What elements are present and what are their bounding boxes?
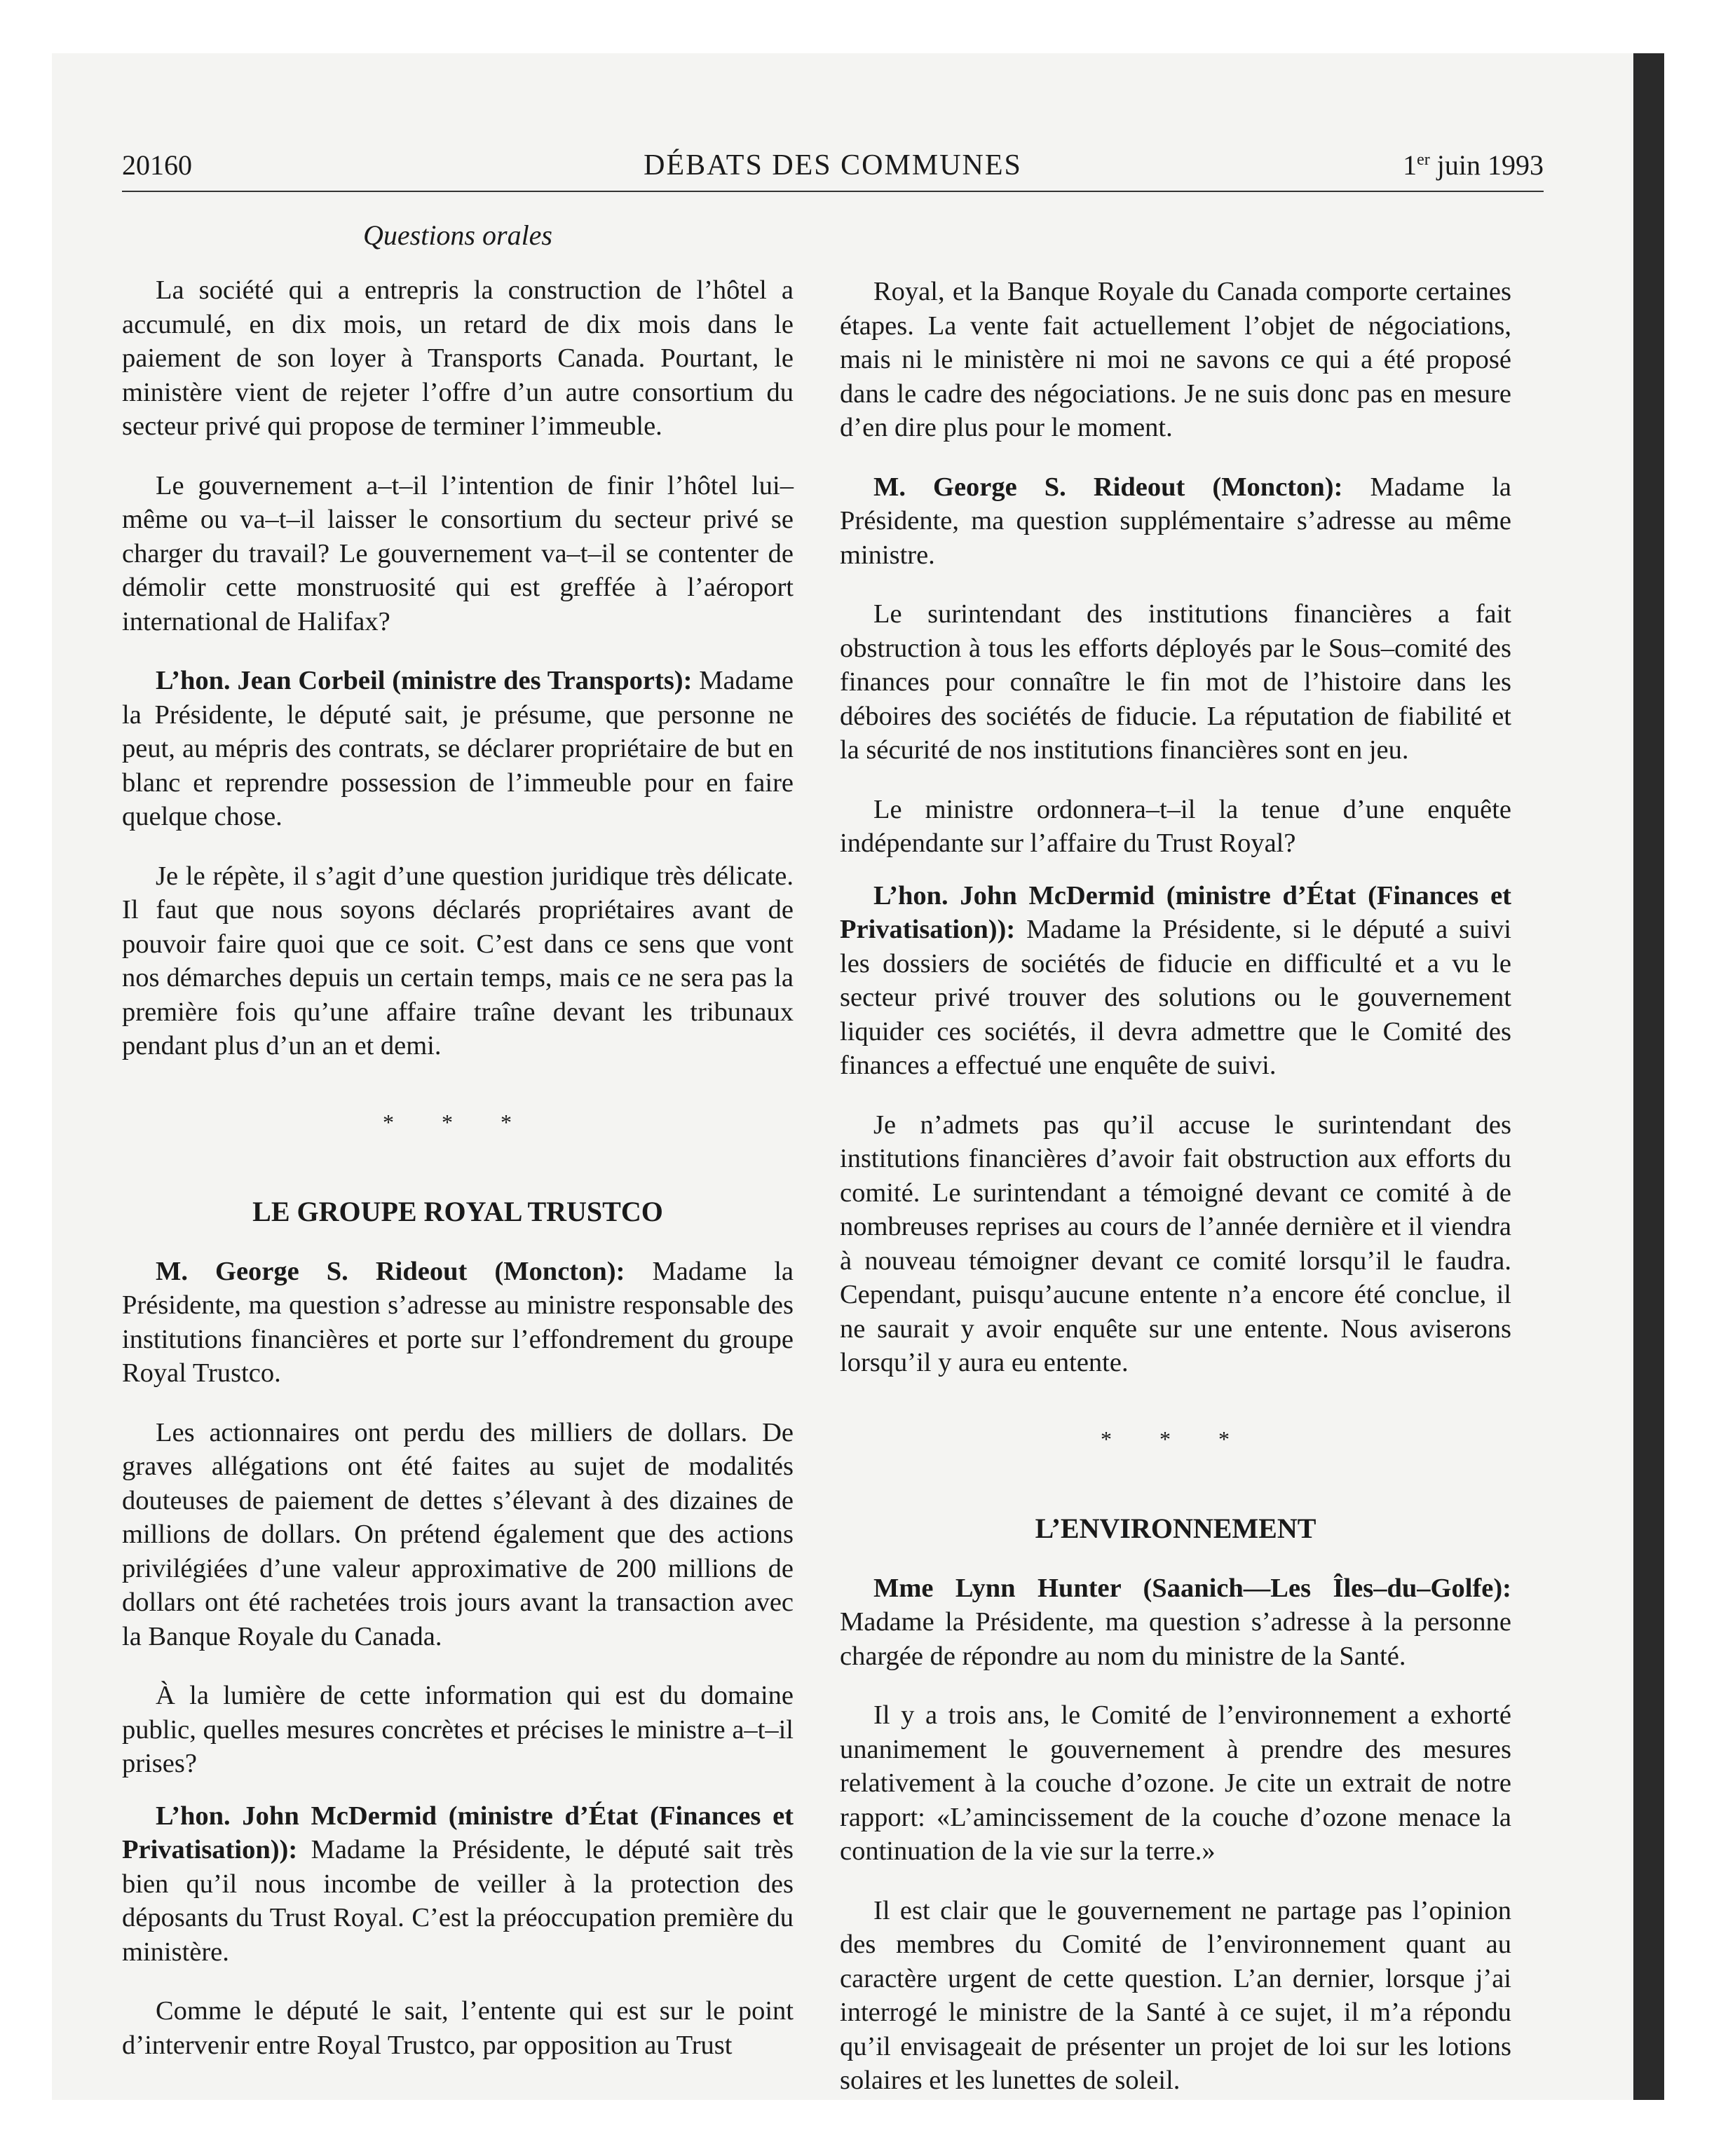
speaker-name: L’hon. John McDermid (ministre d’État (Finances et Privatisation)):	[122, 1801, 794, 1864]
paragraph: Le ministre ordonnera–t–il la tenue d’une enquête indépendante sur l’affaire du Trust Royal?	[840, 794, 1511, 858]
section-separator: * * *	[383, 1109, 533, 1135]
paragraph: Mme Lynn Hunter (Saanich—Les Îles–du–Golfe): Madame la Présidente, ma question s’adresse à la personne chargée de répondre au nom du ministre de la Santé.	[840, 1573, 1511, 1671]
page-header	[122, 149, 1544, 192]
paragraph: M. George S. Rideout (Moncton): Madame la Présidente, ma question s’adresse au ministre responsable des institutions financières et porte sur l’effondrement du groupe Royal Trustco.	[122, 1256, 794, 1388]
paragraph: L’hon. John McDermid (ministre d’État (Finances et Privatisation)): Madame la Présidente, si le député a suivi les dossiers de sociétés de fiducie en difficulté et a vu le secteur privé trouver des solutions ou le gouvernement liquider ces sociétés, il devra admettre que le Comité des finances a effectué une enquête de suivi.	[840, 880, 1511, 1080]
paragraph: Je le répète, il s’agit d’une question juridique très délicate. Il faut que nous soyons déclarés propriétaires avant de pouvoir faire quoi que ce soit. C’est dans ce sens que vont nos démarches depuis un certain temps, mais ce ne sera pas la première fois qu’une affaire traîne devant les tribunaux pendant plus d’un an et demi.	[122, 861, 794, 1060]
paragraph: L’hon. Jean Corbeil (ministre des Transports): Madame la Présidente, le député sait, je présume, que personne ne peut, au mépris des contrats, se déclarer propriétaire de but en blanc et reprendre possession de l’immeuble pour en faire quelque chose.	[122, 666, 794, 831]
paragraph: À la lumière de cette information qui est du domaine public, quelles mesures concrètes et précises le ministre a–t–il prises?	[122, 1681, 794, 1778]
publication-date: 1er juin 1993	[1403, 149, 1544, 181]
paragraph: L’hon. John McDermid (ministre d’État (Finances et Privatisation)): Madame la Présidente, le député sait très bien qu’il nous incombe de veiller à la protection des déposants du Trust Royal. C’est la préoccupation première du ministère.	[122, 1801, 794, 1967]
left-column	[122, 273, 794, 2087]
section-separator: * * *	[1101, 1426, 1251, 1452]
paragraph: Je n’admets pas qu’il accuse le surintendant des institutions financières d’avoir fait obstruction aux efforts du comité. Le surintendant a témoigné devant ce comité à de nombreuses reprises au cours de l’année dernière et il viendra à nouveau témoigner devant ce comité lorsqu’il le faudra. Cependant, puisqu’aucune entente n’a encore été conclue, il ne saurait y avoir enquête sur une entente. Nous aviserons lorsqu’il y aura eu entente.	[840, 1110, 1511, 1377]
paragraph: Il est clair que le gouvernement ne partage pas l’opinion des membres du Comité de l’environnement quant au caractère urgent de cette question. L’an dernier, lorsque j’ai interrogé le ministre de la Santé à ce sujet, il m’a répondu qu’il envisageait de présenter un projet de loi sur les lotions solaires et les lunettes de soleil.	[840, 1895, 1511, 2095]
section-title: L’ENVIRONNEMENT	[1035, 1513, 1316, 1544]
paragraph: Le gouvernement a–t–il l’intention de finir l’hôtel lui–même ou va–t–il laisser le consortium du secteur privé se charger du travail? Le gouvernement va–t–il se contenter de démolir cette monstruosité qui est greffée à l’aéroport international de Halifax?	[122, 470, 794, 636]
paragraph: Comme le député le sait, l’entente qui est sur le point d’intervenir entre Royal Trustco, par opposition au Trust	[122, 1996, 794, 2060]
speaker-name: M. George S. Rideout (Moncton):	[156, 1256, 625, 1286]
paragraph: Royal, et la Banque Royale du Canada comporte certaines étapes. La vente fait actuellement l’objet de négociations, mais ni le ministère ni moi ne savons ce qui a été proposé dans le cadre des négociations. Je ne suis donc pas en mesure d’en dire plus pour le moment.	[840, 277, 1511, 442]
page-number: 20160	[122, 149, 192, 181]
speaker-name: L’hon. John McDermid (ministre d’État (Finances et Privatisation)):	[840, 880, 1511, 944]
paragraph: Les actionnaires ont perdu des milliers de dollars. De graves allégations ont été faites au sujet de modalités douteuses de paiement de dettes s’élevant à des dizaines de millions de dollars. On prétend également que des actions privilégiées d’une valeur approximative de 200 millions de dollars ont été rachetées trois jours avant la transaction avec la Banque Royale du Canada.	[122, 1417, 794, 1651]
publication-title: DÉBATS DES COMMUNES	[644, 149, 1022, 182]
paragraph: Le surintendant des institutions financières a fait obstruction à tous les efforts déployés par le Sous–comité des finances pour connaître le fin mot de l’histoire dans les déboires des sociétés de fiducie. La réputation de fiabilité et la sécurité de nos institutions financières sont en jeu.	[840, 599, 1511, 765]
scan-edge-shadow	[1633, 53, 1664, 2100]
paragraph: La société qui a entrepris la construction de l’hôtel a accumulé, en dix mois, un retard de dix mois dans le paiement de son loyer à Transports Canada. Pourtant, le ministère vient de rejeter l’offre d’un autre consortium du secteur privé qui propose de terminer l’immeuble.	[122, 275, 794, 441]
speaker-name: L’hon. Jean Corbeil (ministre des Transports):	[156, 666, 693, 695]
paragraph: Il y a trois ans, le Comité de l’environnement a exhorté unanimement le gouvernement à prendre des mesures relativement à la couche d’ozone. Je cite un extrait de notre rapport: «L’amincissement de la couche d’ozone menace la continuation de la vie sur la terre.»	[840, 1700, 1511, 1866]
right-column	[840, 275, 1511, 2123]
paragraph: M. George S. Rideout (Moncton): Madame la Présidente, ma question supplémentaire s’adresse au même ministre.	[840, 472, 1511, 570]
section-title: LE GROUPE ROYAL TRUSTCO	[252, 1196, 663, 1227]
section-subheader: Questions orales	[363, 219, 552, 251]
speaker-name: M. George S. Rideout (Moncton):	[873, 472, 1343, 502]
speaker-name: Mme Lynn Hunter (Saanich—Les Îles–du–Golfe):	[873, 1573, 1511, 1603]
